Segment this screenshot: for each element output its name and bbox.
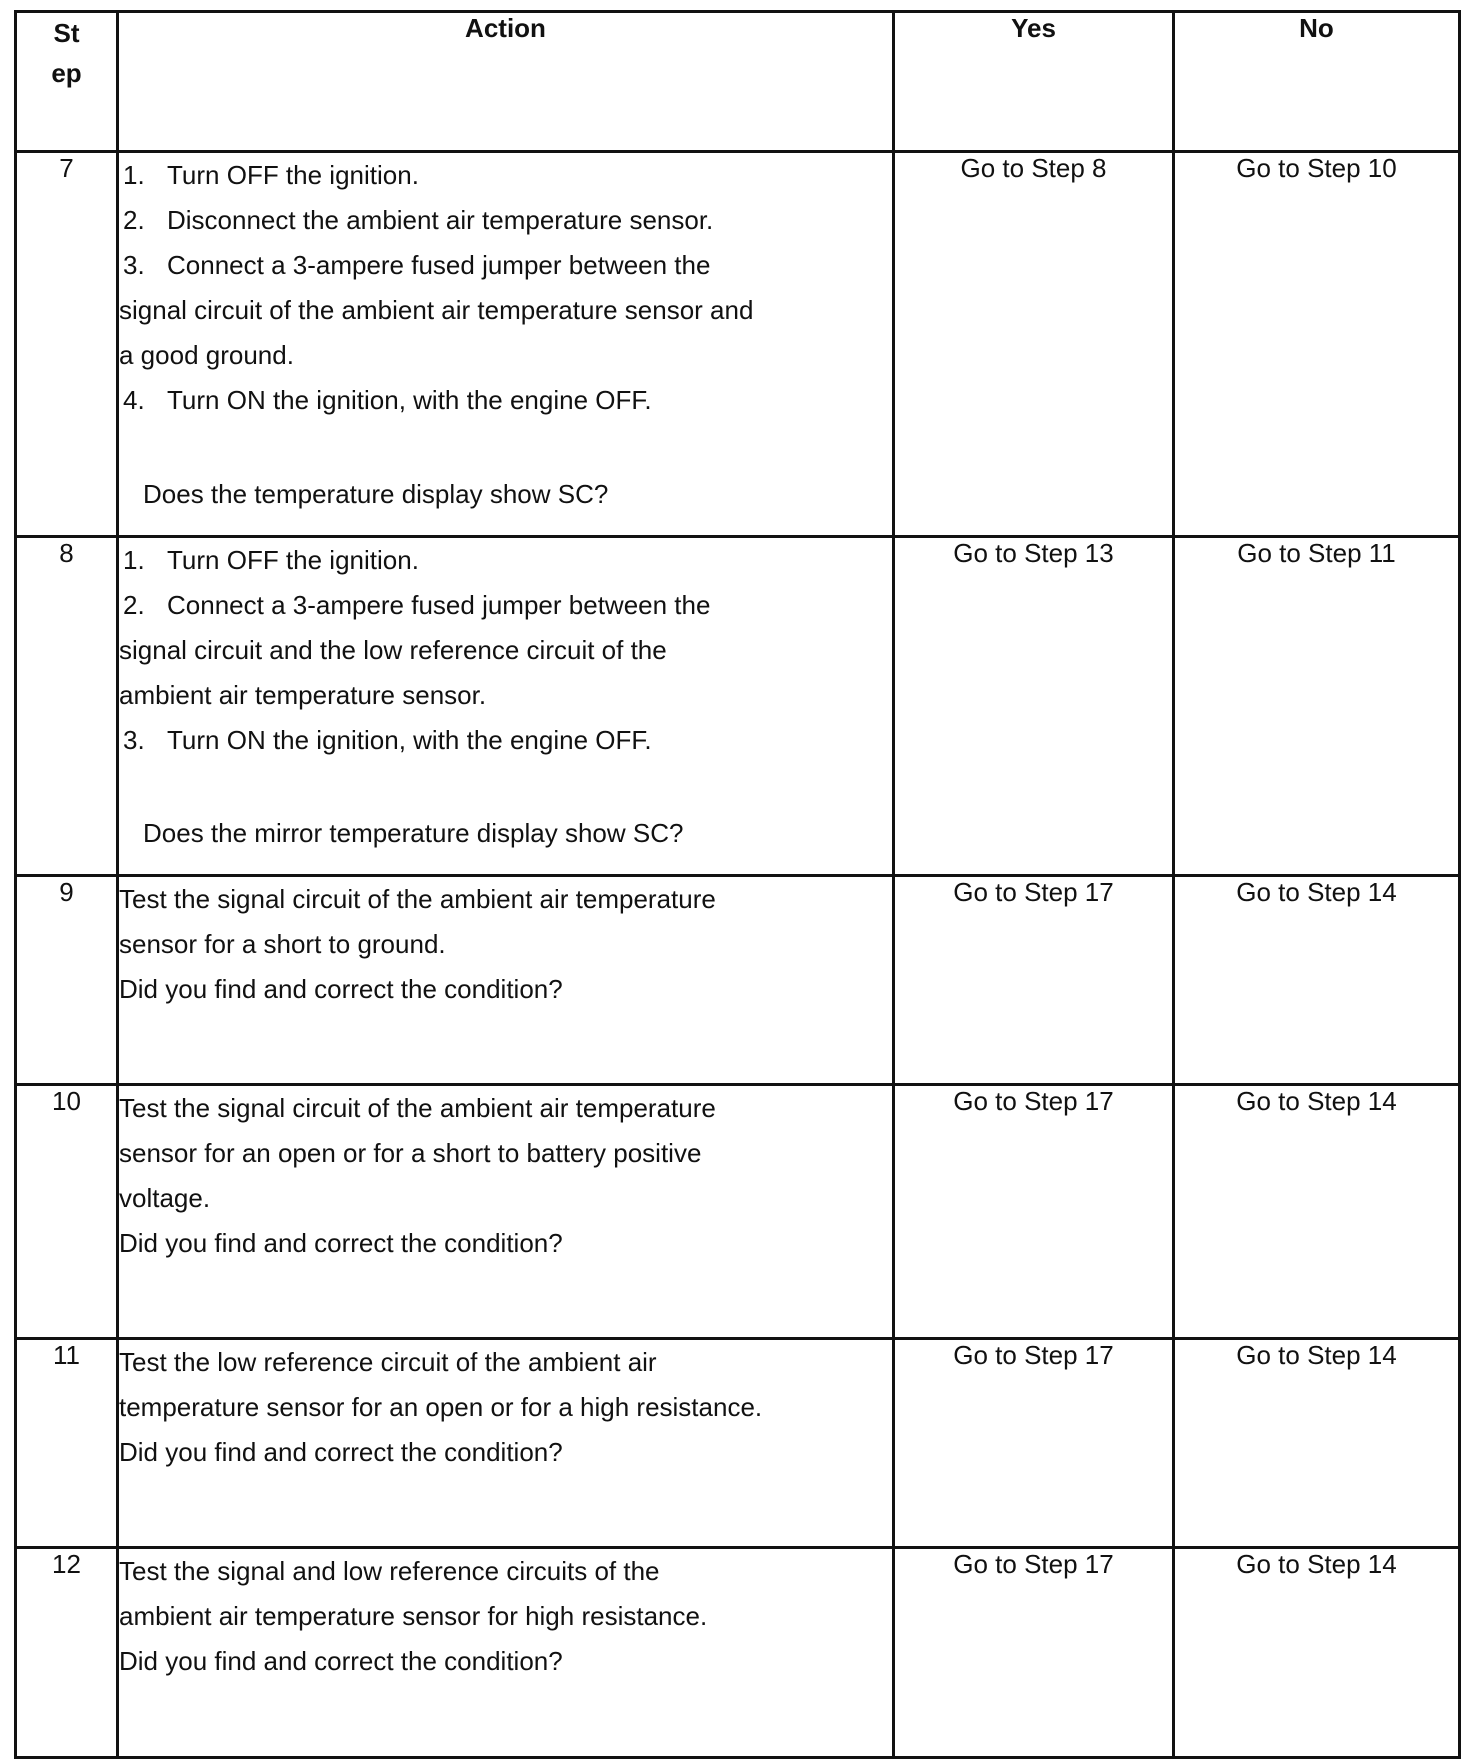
yes-result: Go to Step 17	[894, 1548, 1174, 1758]
action-line: ambient air temperature sensor for high resistance.	[119, 1601, 708, 1631]
table-row	[16, 152, 1460, 537]
step-number: 8	[16, 537, 118, 876]
no-result: Go to Step 11	[1174, 537, 1460, 876]
action-line: 2. Disconnect the ambient air temperature sensor.	[123, 205, 714, 235]
action-cell	[118, 1339, 894, 1548]
diagnostic-steps-table	[14, 10, 1461, 1759]
table-row	[16, 876, 1460, 1085]
step-number: 11	[16, 1339, 118, 1548]
action-line: signal circuit of the ambient air temperature sensor and	[119, 295, 754, 325]
action-line: sensor for an open or for a short to battery positive	[119, 1138, 702, 1168]
action-line: temperature sensor for an open or for a high resistance.	[119, 1392, 763, 1422]
action-line: 3. Connect a 3-ampere fused jumper between the	[123, 250, 711, 280]
yes-result: Go to Step 17	[894, 1339, 1174, 1548]
table-row	[16, 1085, 1460, 1339]
action-question: Does the mirror temperature display show SC?	[143, 818, 684, 848]
header-yes: Yes	[894, 12, 1174, 152]
action-line: Test the low reference circuit of the ambient air	[119, 1347, 657, 1377]
action-line: 3. Turn ON the ignition, with the engine OFF.	[123, 725, 652, 755]
action-line: 2. Connect a 3-ampere fused jumper between the	[123, 590, 711, 620]
action-line: Test the signal and low reference circuits of the	[119, 1556, 660, 1586]
action-question: Did you find and correct the condition?	[119, 1437, 563, 1467]
action-question: Did you find and correct the condition?	[119, 1646, 563, 1676]
action-line: 4. Turn ON the ignition, with the engine OFF.	[123, 385, 652, 415]
action-line: a good ground.	[119, 340, 294, 370]
yes-result: Go to Step 17	[894, 1085, 1174, 1339]
step-number: 9	[16, 876, 118, 1085]
action-question: Did you find and correct the condition?	[119, 1228, 563, 1258]
action-line: signal circuit and the low reference circuit of the	[119, 635, 667, 665]
action-line: 1. Turn OFF the ignition.	[123, 160, 419, 190]
no-result: Go to Step 14	[1174, 1339, 1460, 1548]
table-row	[16, 537, 1460, 876]
table-header-row	[16, 12, 1460, 152]
step-number: 10	[16, 1085, 118, 1339]
action-line: Test the signal circuit of the ambient air temperature	[119, 884, 716, 914]
table-row	[16, 1339, 1460, 1548]
action-question: Did you find and correct the condition?	[119, 974, 563, 1004]
header-step: St ep	[16, 12, 118, 152]
step-number: 7	[16, 152, 118, 537]
action-line: ambient air temperature sensor.	[119, 680, 487, 710]
action-line: sensor for a short to ground.	[119, 929, 446, 959]
no-result: Go to Step 14	[1174, 1085, 1460, 1339]
yes-result: Go to Step 8	[894, 152, 1174, 537]
header-action: Action	[118, 12, 894, 152]
action-cell	[118, 1548, 894, 1758]
step-number: 12	[16, 1548, 118, 1758]
header-no: No	[1174, 12, 1460, 152]
no-result: Go to Step 14	[1174, 1548, 1460, 1758]
action-line: 1. Turn OFF the ignition.	[123, 545, 419, 575]
no-result: Go to Step 14	[1174, 876, 1460, 1085]
action-question: Does the temperature display show SC?	[143, 479, 609, 509]
action-cell	[118, 537, 894, 876]
action-cell	[118, 1085, 894, 1339]
action-line: Test the signal circuit of the ambient air temperature	[119, 1093, 716, 1123]
table-row	[16, 1548, 1460, 1758]
action-cell	[118, 152, 894, 537]
action-line: voltage.	[119, 1183, 211, 1213]
yes-result: Go to Step 13	[894, 537, 1174, 876]
action-cell	[118, 876, 894, 1085]
yes-result: Go to Step 17	[894, 876, 1174, 1085]
no-result: Go to Step 10	[1174, 152, 1460, 537]
